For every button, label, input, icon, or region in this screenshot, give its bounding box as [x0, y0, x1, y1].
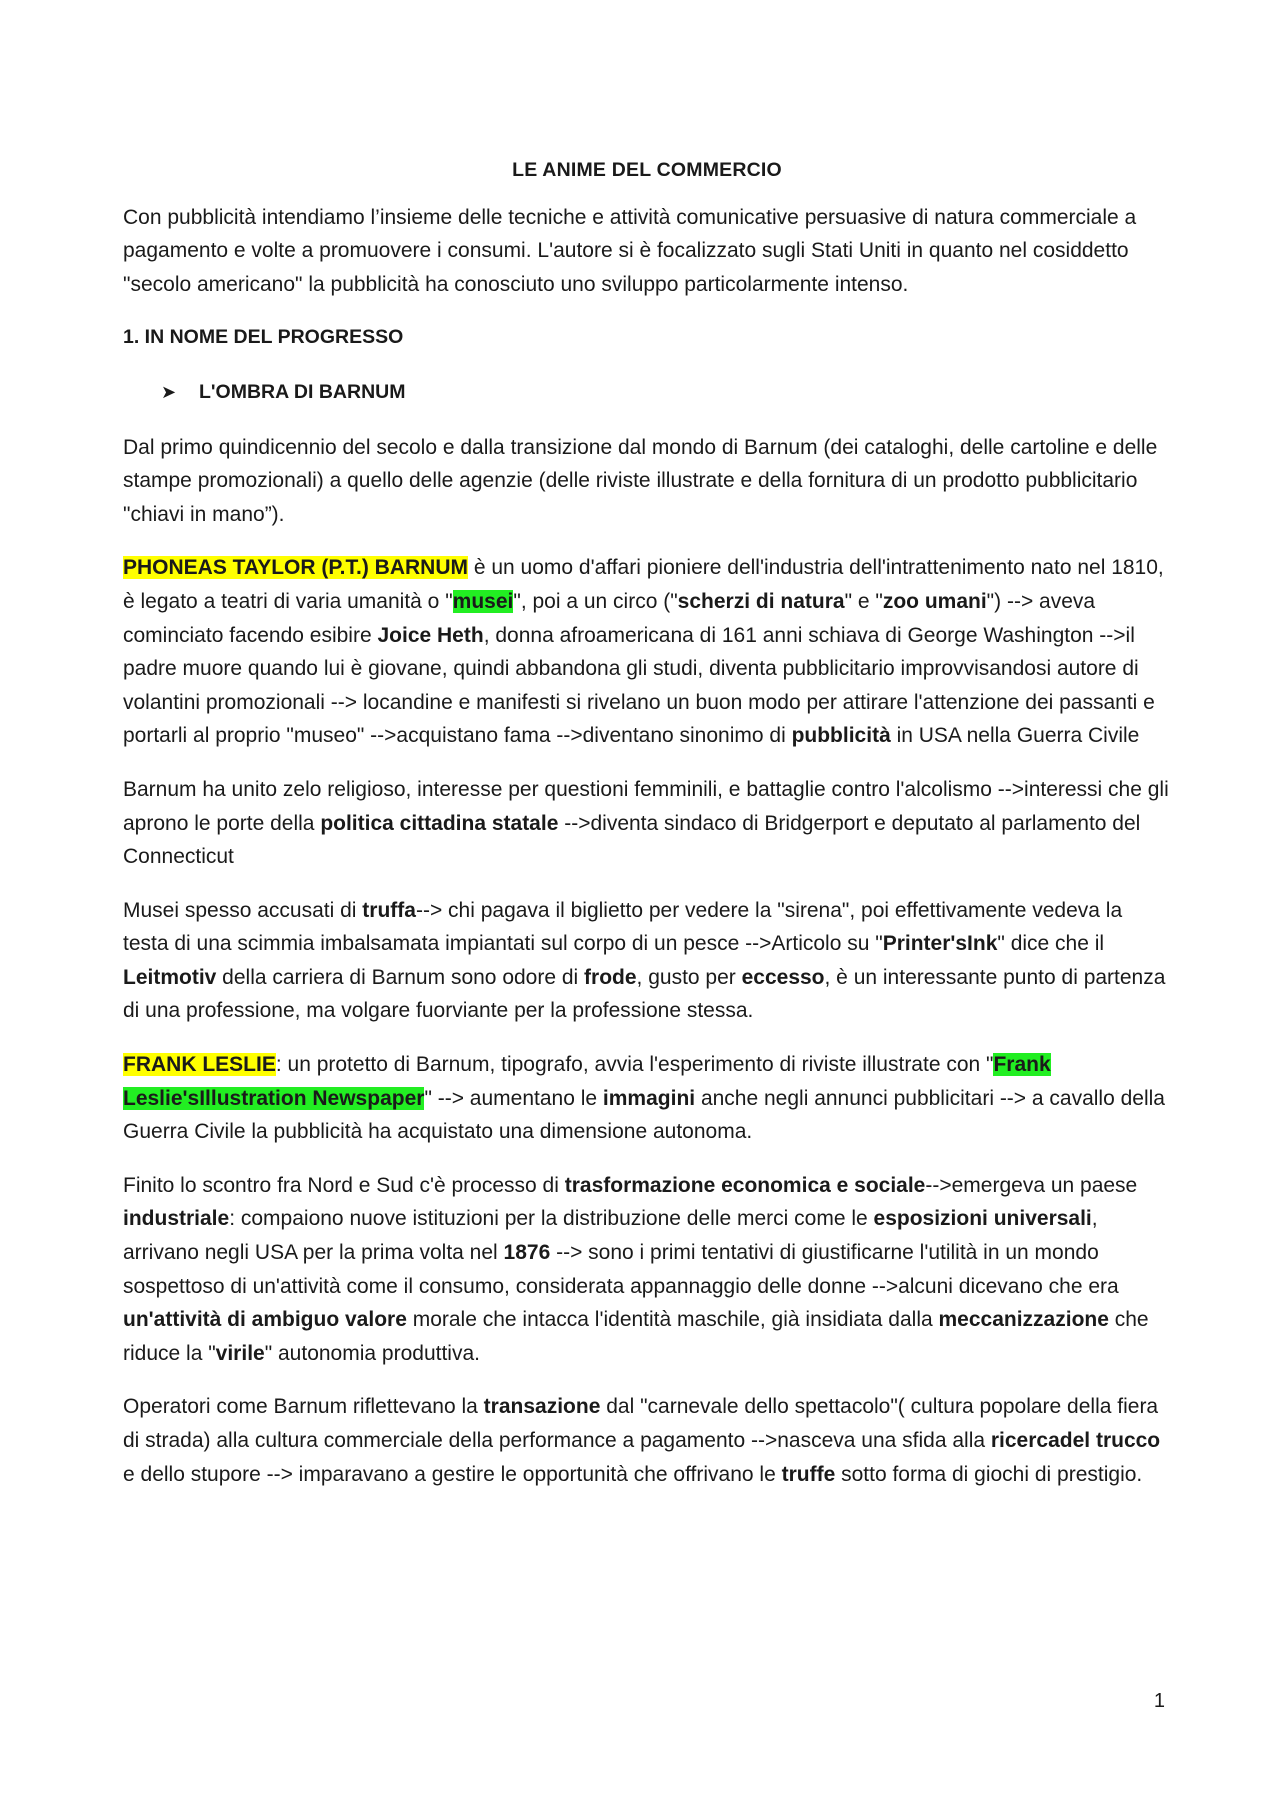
arrowhead-bullet-icon: ➤: [161, 381, 177, 402]
bold-leitmotiv: Leitmotiv: [123, 965, 217, 989]
bold-industriale: industriale: [123, 1207, 230, 1231]
bold-truffa: truffa: [362, 898, 416, 922]
document-title: LE ANIME DEL COMMERCIO: [512, 159, 782, 181]
highlight-newspaper: Frank Leslie'sIllustration Newspaper: [123, 1053, 1051, 1110]
bold-printers-ink: Printer'sInk: [882, 932, 998, 956]
bold-year: 1876: [503, 1241, 551, 1265]
highlight-barnum-name: PHONEAS TAYLOR (P.T.) BARNUM: [123, 556, 468, 580]
bold-ricerca: ricercadel trucco: [990, 1429, 1161, 1452]
bold-esposizioni: esposizioni universali: [873, 1207, 1092, 1231]
bold-politica: politica cittadina statale: [320, 811, 559, 835]
musei-paragraph: Musei spesso accusati di truffa--> chi pagava il biglietto per vedere la "sirena", poi effettivamente vedeva la testa di una scimmia imbalsamata impiantati sul corpo di un pesce -->Articolo su "Printer'sInk" dice che il Leitmotiv della carriera di Barnum sono odore di frode, gusto per eccesso, è un interessante punto di partenza di una professione, ma volgare fuorviante per la professione stessa.: [123, 898, 1166, 1023]
transition-paragraph: Dal primo quindicennio del secolo e dalla transizione dal mondo di Barnum (dei cataloghi, delle cartoline e delle stampe promozionali) a quello delle agenzie (delle riviste illustrate e della fornitura di un prodotto pubblicitario "chiavi in mano”).: [123, 435, 1158, 526]
page-content: [123, 154, 1171, 1511]
subsection-title: L'OMBRA DI BARNUM: [199, 380, 406, 403]
bold-truffe: truffe: [781, 1462, 836, 1486]
operatori-paragraph: Operatori come Barnum riflettevano la transazione dal "carnevale dello spettacolo"( cultura popolare della fiera di strada) alla cultura commerciale della performance a pagamento -->nasceva una sfida alla ricercadel trucco e dello stupore --> imparavano a gestire le opportunità che offrivano le truffe sotto forma di giochi di prestigio.: [123, 1395, 1161, 1486]
bold-frode: frode: [584, 965, 637, 989]
intro-paragraph: Con pubblicità intendiamo l’insieme delle tecniche e attività comunicative persuasive di natura commerciale a pagamento e volte a promuovere i consumi. L'autore si è focalizzato sugli Stati Uniti in quanto nel cosiddetto "secolo americano" la pubblicità ha conosciuto uno sviluppo particolarmente intenso.: [123, 205, 1137, 296]
bold-immagini: immagini: [602, 1086, 696, 1110]
bold-transazione: transazione: [483, 1395, 601, 1419]
highlight-leslie-name: FRANK LESLIE: [123, 1053, 276, 1077]
scontro-paragraph: Finito lo scontro fra Nord e Sud c'è processo di trasformazione economica e sociale-->emergeva un paese industriale: compaiono nuove istituzioni per la distribuzione delle merci come le esposizioni universali, arrivano negli USA per la prima volta nel 1876 --> sono i primi tentativi di giustificarne l'utilità in un mondo sospettoso di un'attività come il consumo, considerata appannaggio delle donne -->alcuni dicevano che era un'attività di ambiguo valore morale che intacca l'identità maschile, già insidiata dalla meccanizzazione che riduce la "virile" autonomia produttiva.: [123, 1173, 1149, 1365]
page-number: 1: [1153, 1690, 1165, 1712]
bold-virile: virile: [215, 1341, 265, 1365]
bold-eccesso: eccesso: [741, 965, 825, 989]
bold-meccanizzazione: meccanizzazione: [938, 1308, 1109, 1332]
bold-scherzi: scherzi di natura: [677, 589, 845, 613]
politica-paragraph: Barnum ha unito zelo religioso, interesse per questioni femminili, e battaglie contro l'alcolismo -->interessi che gli aprono le porte della politica cittadina statale -->diventa sindaco di Bridgerport e deputato al parlamento del Connecticut: [123, 777, 1169, 869]
bold-pubblicita: pubblicità: [791, 724, 891, 748]
bold-ambiguo: un'attività di ambiguo valore: [123, 1308, 407, 1332]
leslie-paragraph: FRANK LESLIE: un protetto di Barnum, tipografo, avvia l'esperimento di riviste illustrate con "Frank Leslie'sIllustration Newspaper" --> aumentano le immagini anche negli annunci pubblicitari --> a cavallo della Guerra Civile la pubblicità ha acquistato una dimensione autonoma.: [123, 1053, 1165, 1144]
bold-trasformazione: trasformazione economica e sociale: [564, 1173, 926, 1197]
bold-zoo: zoo umani: [882, 589, 987, 613]
subsection-heading: [161, 376, 1171, 410]
highlight-musei: musei: [452, 589, 514, 613]
section-heading: 1. IN NOME DEL PROGRESSO: [123, 326, 404, 349]
barnum-paragraph: PHONEAS TAYLOR (P.T.) BARNUM è un uomo d'affari pioniere dell'industria dell'intrattenimento nato nel 1810, è legato a teatri di varia umanità o "musei", poi a un circo ("scherzi di natura" e "zoo umani") --> aveva cominciato facendo esibire Joice Heth, donna afroamericana di 161 anni schiava di George Washington -->il padre muore quando lui è giovane, quindi abbandona gli studi, diventa pubblicitario improvvisandosi autore di volantini promozionali --> locandine e manifesti si rivelano un buon modo per attirare l'attenzione dei passanti e portarli al proprio "museo" -->acquistano fama -->diventano sinonimo di pubblicità in USA nella Guerra Civile: [123, 556, 1164, 748]
bold-joice: Joice Heth: [377, 623, 484, 647]
